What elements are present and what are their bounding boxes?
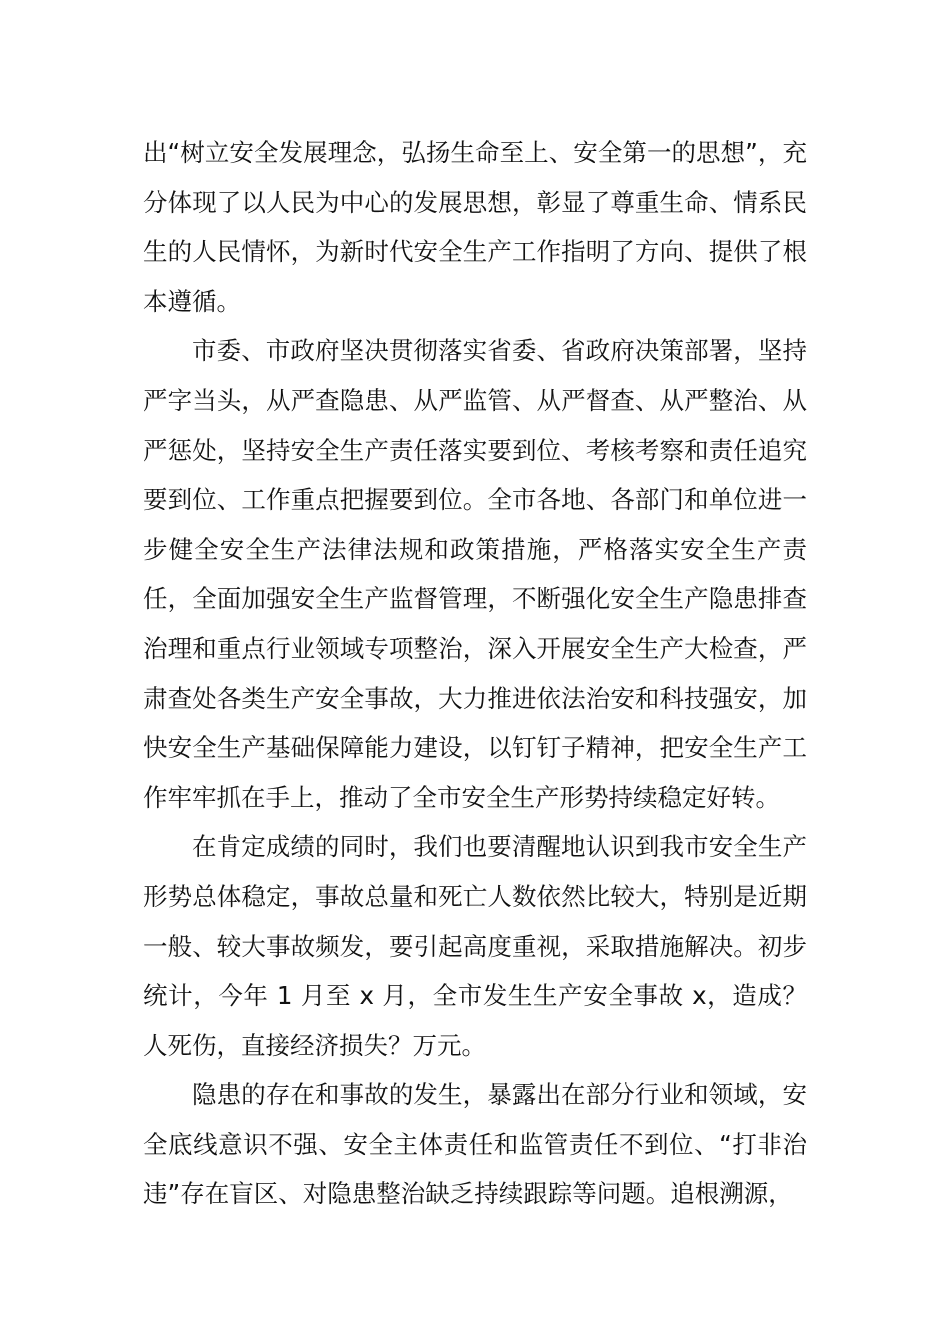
paragraph-municipal-measures: 市委、市政府坚决贯彻落实省委、省政府决策部署，坚持严字当头，从严查隐患、从严监管、从严督查、从严整治、从严惩处，坚持安全生产责任落实要到位、考核考察和责任追究要到位、工作重点把握要到位。全市各地、各部门和单位进一步健全安全生产法律法规和政策措施，严格落实安全生产责任，全面加强安全生产监督管理，不断强化安全生产隐患排查治理和重点行业领域专项整治，深入开展安全生产大检查，严肃查处各类生产安全事故，大力推进依法治安和科技强安，加快安全生产基础保障能力建设，以钉钉子精神，把安全生产工作牢牢抓在手上，推动了全市安全生产形势持续稳定好转。 [143,336,807,812]
document-body [143,128,807,1219]
paragraph-continuation: 出“树立安全发展理念，弘扬生命至上、安全第一的思想”，充分体现了以人民为中心的发展思想，彰显了尊重生命、情系民生的人民情怀，为新时代安全生产工作指明了方向、提供了根本遵循。 [143,138,807,316]
paragraph-accident-statistics: 在肯定成绩的同时，我们也要清醒地认识到我市安全生产形势总体稳定，事故总量和死亡人数依然比较大，特别是近期一般、较大事故频发，要引起高度重视，采取措施解决。初步统计，今年 1 月至 x 月，全市发生生产安全事故 x，造成？人死伤，直接经济损失？万元。 [143,832,807,1060]
paragraph-problems-exposed: 隐患的存在和事故的发生，暴露出在部分行业和领域，安全底线意识不强、安全主体责任和监管责任不到位、“打非治违”存在盲区、对隐患整治缺乏持续跟踪等问题。追根溯源， [143,1080,807,1209]
